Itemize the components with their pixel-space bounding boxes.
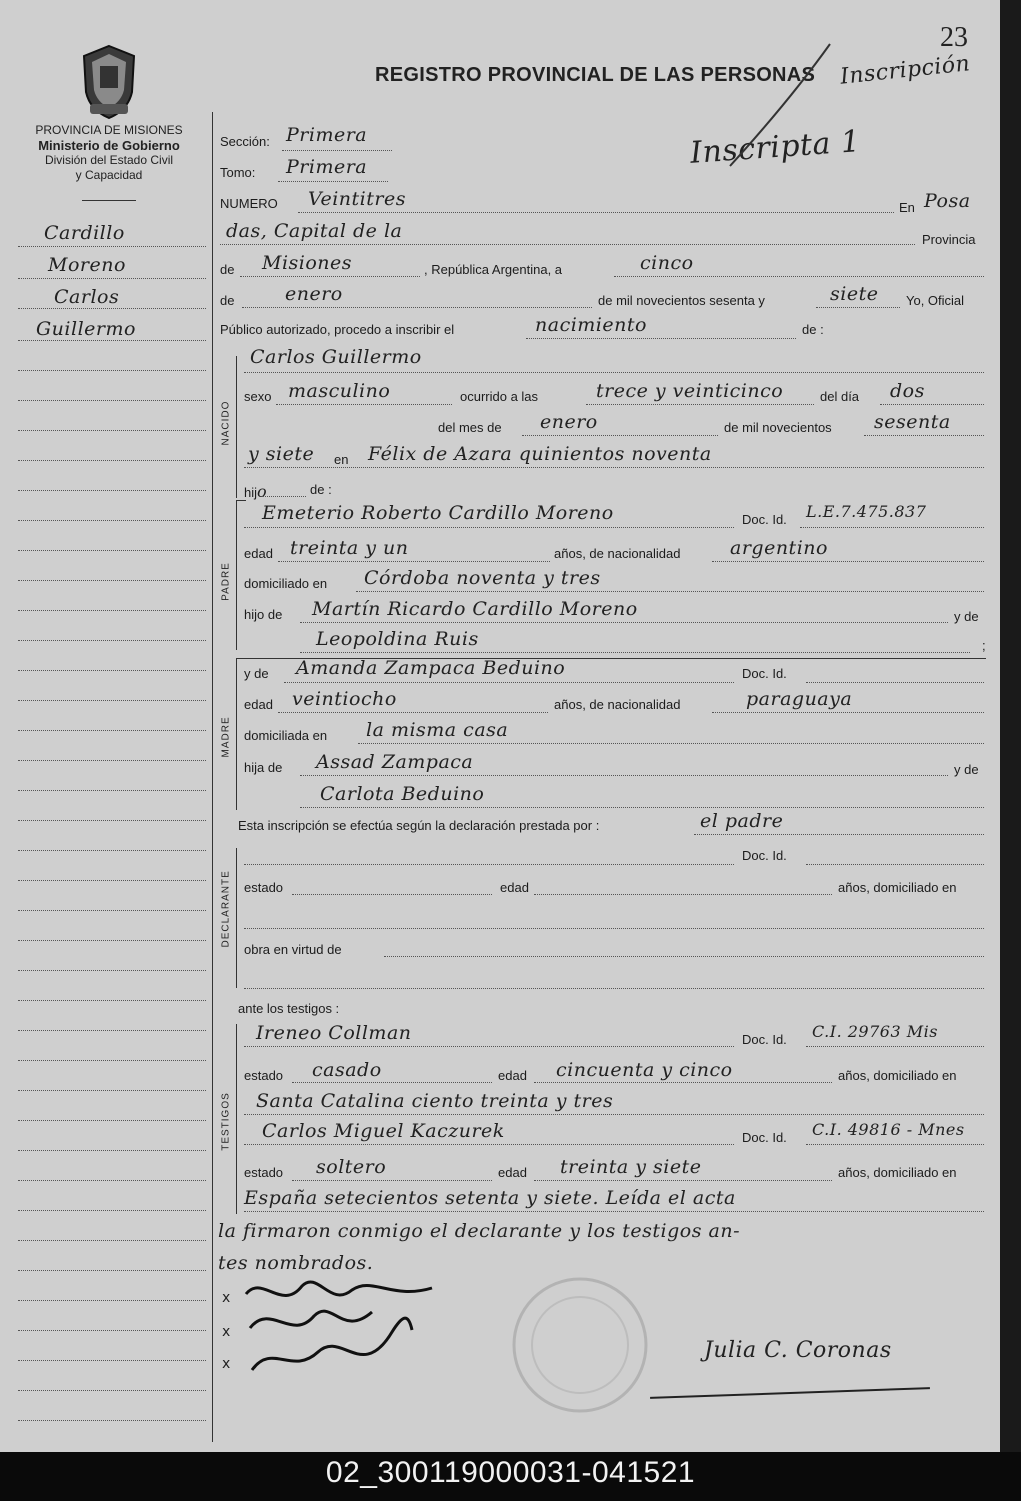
testigo2-doc-label: Doc. Id. [742,1130,787,1145]
madre-nacionalidad: paraguaya [746,688,853,710]
sexo-value: masculino [288,380,391,402]
testigo2-domicilio: España setecientos setenta y siete. Leída el acta [244,1187,736,1209]
madre-doc-label: Doc. Id. [742,666,787,681]
numero-value: Veintitres [308,188,406,210]
acto-value: nacimiento [535,314,647,336]
hijo-label: hijo [244,482,268,501]
mil-label: de mil novecientos sesenta y [598,293,765,308]
madre-hija-de-label: hija de [244,760,283,775]
hijo-de-label: de : [310,482,332,497]
del-mes-label: del mes de [438,420,502,435]
margin-name-1: Cardillo [44,222,125,244]
pen-stroke [720,40,840,170]
capacidad-name: y Capacidad [75,168,143,182]
dia-value: cinco [640,252,694,274]
testigo1-nombre: Ireneo Collman [256,1022,412,1044]
padre-edad: treinta y un [290,537,409,559]
mes-value: enero [285,283,343,305]
firma-oficial: Julia C. Coronas [704,1338,892,1363]
division-name: División del Estado Civil [44,153,174,167]
cierre-line1: la firmaron conmigo el declarante y los testigos an- [218,1220,741,1242]
padre-anos-label: años, de nacionalidad [554,546,681,561]
de2-label: de [220,293,235,308]
ocurrido-label: ocurrido a las [460,389,539,404]
madre-edad-label: edad [244,697,273,712]
testigo1-edad: cincuenta y cinco [556,1059,733,1081]
document-id-footer: 02_300119000031-041521 [0,1452,1021,1501]
testigo2-estado-label: estado [244,1165,284,1180]
testigo1-estado: casado [312,1059,382,1081]
testigo1-anos-label: años, domiciliado en [838,1068,957,1083]
madre-anos-label: años, de nacionalidad [554,697,681,712]
tomo-label: Tomo: [220,165,256,180]
madre-domicilio-label: domiciliada en [244,728,328,743]
provincia-label: Provincia [922,232,976,247]
seccion-value: Primera [286,124,368,146]
signatures [222,1272,452,1412]
provincia-value: Misiones [262,252,353,274]
padre-doc: L.E.7.475.837 [806,502,927,521]
testigo1-estado-label: estado [244,1068,284,1083]
ministry-name: Ministerio de Gobierno [38,138,180,153]
padre-y-de-label: y de [954,609,979,624]
de3-label: de : [802,322,824,337]
declarante-estado-label: estado [244,880,284,895]
place-line: das, Capital de la [226,220,403,242]
nacido-lugar: Félix de Azara quinientos noventa [368,443,712,465]
padre-madre: Leopoldina Ruis [316,628,479,650]
page-edge [1000,0,1021,1452]
madre-domicilio: la misma casa [366,719,509,741]
padre-domicilio-label: domiciliado en [244,576,328,591]
en-value: Posa [924,190,971,212]
declarante-obra-label: obra en virtud de [244,942,342,957]
nacido-nombre: Carlos Guillermo [250,346,422,368]
section-declarante: DECLARANTE [220,870,232,948]
coat-of-arms-icon [78,42,140,122]
madre-y-de-label: y de [244,666,269,681]
hora-value: trece y veinticinco [596,380,784,402]
margin-name-3: Carlos [54,286,120,308]
madre-padre: Assad Zampaca [316,751,474,773]
padre-nombre: Emeterio Roberto Cardillo Moreno [262,502,614,524]
padre-hijo-de-label: hijo de [244,607,283,622]
section-padre: PADRE [220,562,232,601]
annotation-inscripta: Inscripta 1 [688,124,862,171]
declaracion-por: el padre [700,810,784,832]
testigo2-anos-label: años, domiciliado en [838,1165,957,1180]
nacido-en-label: en [334,452,349,467]
testigo1-doc-label: Doc. Id. [742,1032,787,1047]
nacido-mil-label: de mil novecientos [724,420,832,435]
padre-padre: Martín Ricardo Cardillo Moreno [312,598,638,620]
publico-label: Público autorizado, procedo a inscribir el [220,322,455,337]
numero-label: NUMERO [220,196,278,211]
margin-name-4: Guillermo [36,318,136,340]
madre-nombre: Amanda Zampaca Beduino [296,657,566,679]
nacido-anio: sesenta [874,411,951,433]
del-dia-label: del día [820,389,860,404]
testigo2-doc: C.I. 49816 - Mnes [812,1120,965,1139]
testigos-ante-label: ante los testigos : [238,1001,340,1016]
sexo-label: sexo [244,389,272,404]
testigo1-edad-label: edad [498,1068,527,1083]
padre-nacionalidad: argentino [730,537,828,559]
cierre-line2: tes nombrados. [218,1252,374,1274]
section-nacido: NACIDO [220,400,232,446]
testigo1-doc: C.I. 29763 Mis [812,1022,938,1041]
province-name: PROVINCIA DE MISIONES [35,123,183,137]
province-block [14,123,204,183]
svg-text:x: x [222,1356,231,1372]
nacido-anio2: y siete [248,443,315,465]
nacido-mes: enero [540,411,598,433]
padre-domicilio: Córdoba noventa y tres [364,567,601,589]
page-title: REGISTRO PROVINCIAL DE LAS PERSONAS [375,64,816,86]
svg-text:x: x [222,1324,231,1340]
nacido-dia: dos [890,380,925,402]
testigo2-edad-label: edad [498,1165,527,1180]
declarante-edad-label: edad [500,880,529,895]
republica-label: , República Argentina, a [424,262,563,277]
official-seal-icon [505,1270,655,1420]
svg-text:x: x [222,1290,231,1306]
madre-y-de2-label: y de [954,762,979,777]
madre-edad: veintiocho [292,688,397,710]
margin-divider [212,112,213,1442]
madre-madre: Carlota Beduino [320,783,485,805]
testigo2-edad: treinta y siete [560,1156,702,1178]
annotation-top-right: Inscripción [839,51,972,90]
tomo-value: Primera [286,156,368,178]
de-label: de [220,262,235,277]
declaracion-label: Esta inscripción se efectúa según la declaración prestada por : [238,818,600,833]
margin-name-2: Moreno [48,254,126,276]
testigo1-domicilio: Santa Catalina ciento treinta y tres [256,1090,614,1112]
en-label: En [899,200,915,215]
oficial-label: Yo, Oficial [906,293,965,308]
padre-edad-label: edad [244,546,273,561]
declaracion-doc-label: Doc. Id. [742,848,787,863]
padre-doc-label: Doc. Id. [742,512,787,527]
section-testigos: TESTIGOS [220,1092,232,1151]
anio-value: siete [830,283,879,305]
page-number: 23 [940,22,968,53]
testigo2-nombre: Carlos Miguel Kaczurek [262,1120,505,1142]
seccion-label: Sección: [220,134,270,149]
testigo2-estado: soltero [316,1156,387,1178]
padre-semicolon: ; [982,638,986,653]
declarante-anos-label: años, domiciliado en [838,880,957,895]
section-madre: MADRE [220,716,232,758]
